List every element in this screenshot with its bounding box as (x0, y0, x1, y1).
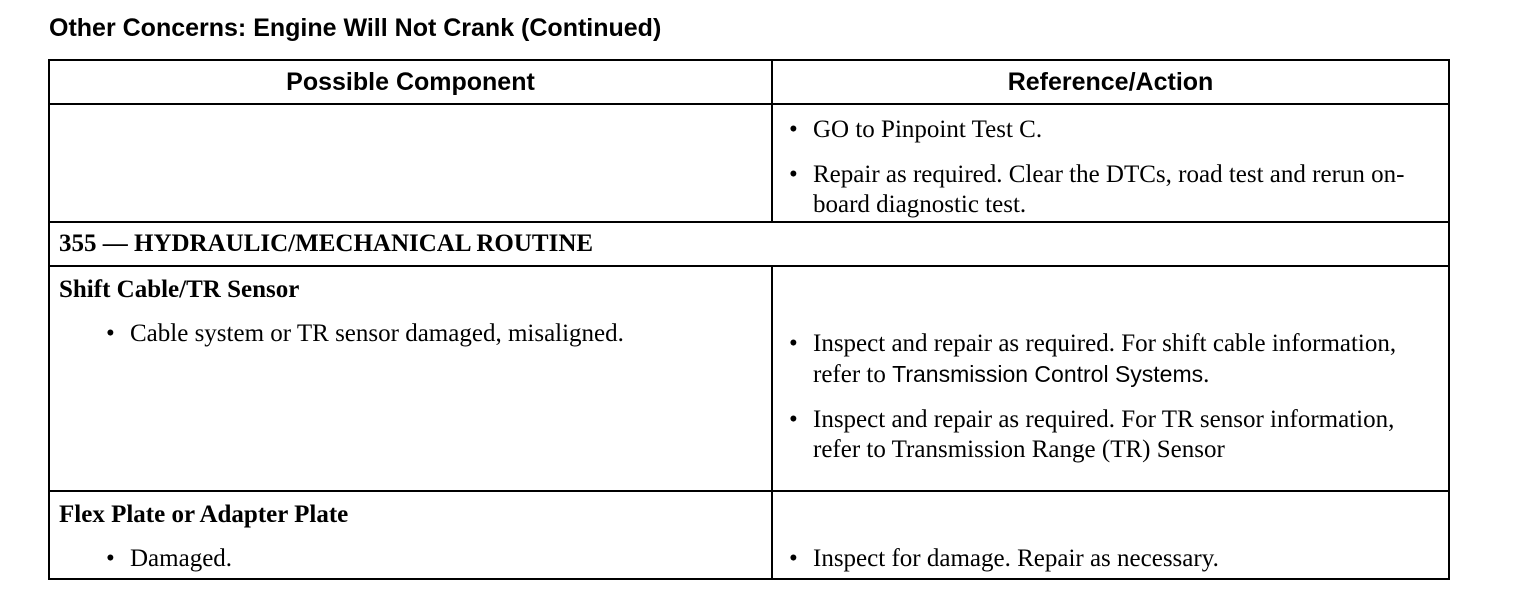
component-cell (49, 266, 772, 491)
page-title: Other Concerns: Engine Will Not Crank (Continued) (49, 14, 662, 42)
bullet-icon: • (106, 545, 115, 572)
list-item (773, 544, 1438, 574)
reference-cell (772, 266, 1449, 491)
bullet-icon: • (789, 330, 798, 357)
table-row (49, 266, 1449, 491)
header-possible-component: Possible Component (49, 60, 772, 104)
section-label: 355 — HYDRAULIC/MECHANICAL ROUTINE (49, 222, 1449, 266)
list-item (106, 319, 771, 349)
list-item (773, 405, 1438, 465)
header-row (49, 60, 1449, 104)
list-item (773, 329, 1438, 390)
action-text-end: . (1203, 361, 1210, 388)
reference-cell (772, 491, 1449, 579)
bullet-icon: • (789, 161, 798, 188)
table-row (49, 491, 1449, 579)
action-text: Inspect and repair as required. For shift cable information, refer to (813, 330, 1397, 388)
table-row (49, 104, 1449, 222)
action-text: Inspect and repair as required. For TR sensor information, refer to Transmission Range (TR) Sensor (813, 406, 1395, 463)
bullet-icon: • (789, 116, 798, 143)
component-cell (49, 491, 772, 579)
list-item (773, 115, 1438, 145)
action-text: GO to Pinpoint Test C. (813, 116, 1043, 143)
diagnostic-table (48, 59, 1450, 580)
reference-cell (772, 104, 1449, 222)
list-item (106, 544, 771, 574)
bullet-icon: • (789, 545, 798, 572)
reference-link[interactable]: Transmission Control Systems (892, 361, 1204, 387)
condition-text: Cable system or TR sensor damaged, misaligned. (130, 320, 624, 347)
condition-text: Damaged. (130, 545, 233, 572)
bullet-icon: • (789, 406, 798, 433)
list-item (773, 160, 1438, 220)
action-text: Inspect for damage. Repair as necessary. (813, 545, 1219, 572)
action-text: Repair as required. Clear the DTCs, road test and rerun on-board diagnostic test. (813, 161, 1405, 218)
component-cell (49, 104, 772, 222)
bullet-icon: • (106, 320, 115, 347)
header-reference-action: Reference/Action (772, 60, 1449, 104)
component-name: Flex Plate or Adapter Plate (59, 501, 349, 528)
component-name: Shift Cable/TR Sensor (59, 276, 300, 303)
section-row (49, 222, 1449, 266)
